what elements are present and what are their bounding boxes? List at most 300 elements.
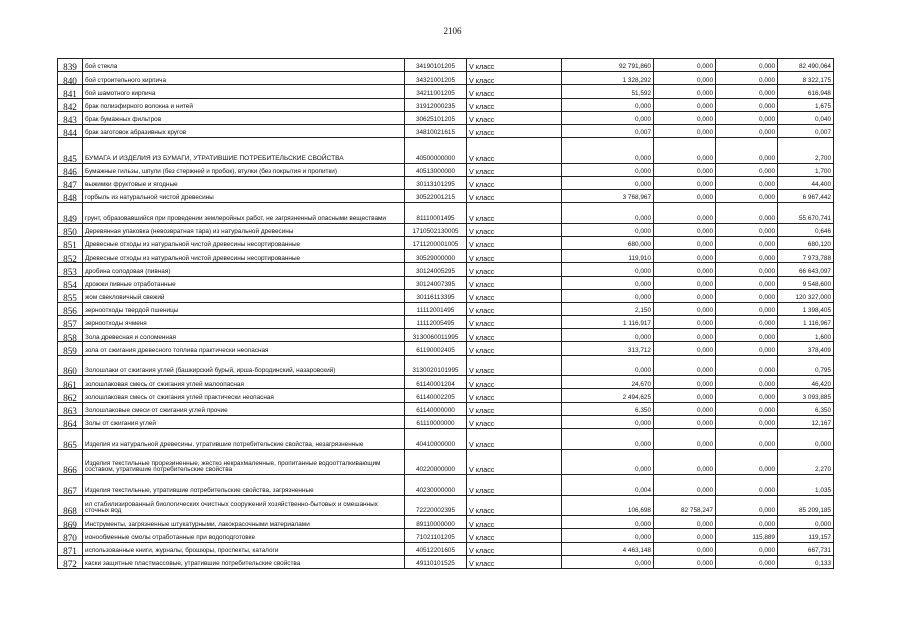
cell-n: 859 bbox=[58, 342, 83, 355]
cell-c2: 0,000 bbox=[654, 402, 716, 415]
cell-code: 61140000000 bbox=[405, 402, 467, 415]
cell-name: Древесные отходы из натуральной чистой древесины несортированные bbox=[83, 250, 405, 263]
cell-n: 864 bbox=[58, 415, 83, 428]
cell-n: 868 bbox=[58, 495, 83, 516]
cell-n: 843 bbox=[58, 111, 83, 124]
cell-c2: 0,000 bbox=[654, 389, 716, 402]
cell-cls: V класс bbox=[467, 72, 562, 85]
cell-c3: 0,000 bbox=[716, 176, 778, 189]
cell-c4: 0,000 bbox=[778, 516, 834, 529]
cell-c1: 2,150 bbox=[562, 302, 654, 315]
cell-c3: 0,000 bbox=[716, 263, 778, 276]
cell-c2: 0,000 bbox=[654, 124, 716, 137]
cell-cls: V класс bbox=[467, 176, 562, 189]
cell-c4: 55 670,741 bbox=[778, 203, 834, 224]
cell-name: зерноотходы ячменя bbox=[83, 316, 405, 329]
table-row bbox=[58, 376, 834, 389]
cell-c3: 0,000 bbox=[716, 516, 778, 529]
cell-code: 40220000000 bbox=[405, 449, 467, 475]
cell-c2: 0,000 bbox=[654, 529, 716, 542]
cell-cls: V класс bbox=[467, 389, 562, 402]
cell-n: 851 bbox=[58, 236, 83, 249]
cell-name: зерноотходы твердой пшеницы bbox=[83, 302, 405, 315]
cell-c4: 85 209,185 bbox=[778, 495, 834, 516]
cell-c2: 0,000 bbox=[654, 555, 716, 568]
cell-n: 853 bbox=[58, 263, 83, 276]
table-row bbox=[58, 329, 834, 342]
cell-c3: 0,000 bbox=[716, 276, 778, 289]
table-row bbox=[58, 263, 834, 276]
cell-c2: 0,000 bbox=[654, 85, 716, 98]
cell-cls: V класс bbox=[467, 138, 562, 164]
cell-c2: 0,000 bbox=[654, 542, 716, 555]
cell-name: золошлаковая смесь от сжигания углей практически неопасная bbox=[83, 389, 405, 402]
cell-code: 61110000000 bbox=[405, 415, 467, 428]
cell-n: 848 bbox=[58, 190, 83, 203]
cell-cls: V класс bbox=[467, 495, 562, 516]
cell-name: зола от сжигания древесного топлива практически неопасная bbox=[83, 342, 405, 355]
table-body bbox=[58, 59, 834, 569]
cell-c3: 0,000 bbox=[716, 138, 778, 164]
cell-cls: V класс bbox=[467, 555, 562, 568]
cell-name: бой строительного кирпича bbox=[83, 72, 405, 85]
cell-c4: 3 093,885 bbox=[778, 389, 834, 402]
cell-cls: V класс bbox=[467, 429, 562, 450]
cell-c2: 0,000 bbox=[654, 236, 716, 249]
cell-c2: 0,000 bbox=[654, 376, 716, 389]
cell-c4: 680,120 bbox=[778, 236, 834, 249]
cell-name: бой стекла bbox=[83, 59, 405, 72]
cell-name: Изделия из натуральной древесины, утратившие потребительские свойства, незагрязненные bbox=[83, 429, 405, 450]
cell-c4: 0,133 bbox=[778, 555, 834, 568]
cell-c1: 1 328,292 bbox=[562, 72, 654, 85]
table-row bbox=[58, 111, 834, 124]
cell-c1: 4 463,148 bbox=[562, 542, 654, 555]
cell-c3: 0,000 bbox=[716, 342, 778, 355]
cell-code: 11112001495 bbox=[405, 302, 467, 315]
cell-c1: 0,000 bbox=[562, 329, 654, 342]
cell-c2: 0,000 bbox=[654, 355, 716, 376]
table-row bbox=[58, 316, 834, 329]
cell-name: использованные книги, журналы, брошюры, проспекты, каталоги bbox=[83, 542, 405, 555]
cell-cls: V класс bbox=[467, 329, 562, 342]
cell-c4: 2,700 bbox=[778, 138, 834, 164]
cell-c3: 0,000 bbox=[716, 59, 778, 72]
cell-c2: 0,000 bbox=[654, 190, 716, 203]
cell-name: ионообменные смолы отработанные при водоподготовке bbox=[83, 529, 405, 542]
cell-n: 852 bbox=[58, 250, 83, 263]
cell-code: 40230000000 bbox=[405, 475, 467, 496]
cell-c3: 0,000 bbox=[716, 111, 778, 124]
table-row bbox=[58, 236, 834, 249]
table-row bbox=[58, 250, 834, 263]
cell-n: 856 bbox=[58, 302, 83, 315]
table-row bbox=[58, 342, 834, 355]
cell-c1: 106,698 bbox=[562, 495, 654, 516]
cell-code: 61190002405 bbox=[405, 342, 467, 355]
cell-c4: 378,409 bbox=[778, 342, 834, 355]
cell-c1: 0,000 bbox=[562, 516, 654, 529]
cell-c1: 0,000 bbox=[562, 355, 654, 376]
cell-c2: 82 758,247 bbox=[654, 495, 716, 516]
cell-c1: 0,000 bbox=[562, 529, 654, 542]
cell-code: 3130060011995 bbox=[405, 329, 467, 342]
cell-c1: 0,000 bbox=[562, 163, 654, 176]
cell-c1: 0,000 bbox=[562, 449, 654, 475]
table-row bbox=[58, 495, 834, 516]
cell-cls: V класс bbox=[467, 355, 562, 376]
cell-c3: 0,000 bbox=[716, 163, 778, 176]
cell-c4: 0,040 bbox=[778, 111, 834, 124]
cell-cls: V класс bbox=[467, 250, 562, 263]
table-row bbox=[58, 163, 834, 176]
cell-cls: V класс bbox=[467, 529, 562, 542]
cell-cls: V класс bbox=[467, 98, 562, 111]
table-row bbox=[58, 176, 834, 189]
cell-n: 861 bbox=[58, 376, 83, 389]
table-row bbox=[58, 542, 834, 555]
table-row bbox=[58, 124, 834, 137]
cell-c2: 0,000 bbox=[654, 449, 716, 475]
cell-c4: 6,350 bbox=[778, 402, 834, 415]
cell-c3: 0,000 bbox=[716, 85, 778, 98]
cell-c3: 0,000 bbox=[716, 203, 778, 224]
cell-c1: 0,000 bbox=[562, 263, 654, 276]
cell-n: 860 bbox=[58, 355, 83, 376]
table-row bbox=[58, 475, 834, 496]
cell-c1: 0,000 bbox=[562, 415, 654, 428]
table-row bbox=[58, 72, 834, 85]
cell-c3: 115,889 bbox=[716, 529, 778, 542]
table-row bbox=[58, 289, 834, 302]
cell-c3: 0,000 bbox=[716, 72, 778, 85]
cell-code: 40512201605 bbox=[405, 542, 467, 555]
cell-code: 34211001205 bbox=[405, 85, 467, 98]
cell-c1: 680,000 bbox=[562, 236, 654, 249]
cell-c3: 0,000 bbox=[716, 124, 778, 137]
cell-name: Золы от сжигания углей bbox=[83, 415, 405, 428]
cell-code: 71021101205 bbox=[405, 529, 467, 542]
cell-c2: 0,000 bbox=[654, 415, 716, 428]
table-row bbox=[58, 85, 834, 98]
cell-name: ил стабилизированный биологических очистных сооружений хозяйственно-бытовых и смешанных сточных вод bbox=[83, 495, 405, 516]
cell-n: 870 bbox=[58, 529, 83, 542]
cell-c2: 0,000 bbox=[654, 111, 716, 124]
table-row bbox=[58, 415, 834, 428]
table-row bbox=[58, 389, 834, 402]
cell-n: 863 bbox=[58, 402, 83, 415]
cell-code: 49110101525 bbox=[405, 555, 467, 568]
cell-c2: 0,000 bbox=[654, 98, 716, 111]
cell-c3: 0,000 bbox=[716, 223, 778, 236]
cell-name: Изделия текстильные, утратившие потребительские свойства, загрязненные bbox=[83, 475, 405, 496]
cell-c4: 8 322,175 bbox=[778, 72, 834, 85]
cell-c3: 0,000 bbox=[716, 250, 778, 263]
cell-c1: 24,670 bbox=[562, 376, 654, 389]
cell-c4: 0,000 bbox=[778, 429, 834, 450]
cell-c1: 1 116,917 bbox=[562, 316, 654, 329]
cell-name: жом свекловичный свежий bbox=[83, 289, 405, 302]
cell-name: Изделия текстильные прорезиненные, жестко некрахмаленные, пропитанные водоотталкивающим составом, утратившие потребительские свойства bbox=[83, 449, 405, 475]
cell-n: 857 bbox=[58, 316, 83, 329]
cell-c2: 0,000 bbox=[654, 289, 716, 302]
cell-c3: 0,000 bbox=[716, 302, 778, 315]
table-row bbox=[58, 402, 834, 415]
cell-cls: V класс bbox=[467, 415, 562, 428]
cell-c2: 0,000 bbox=[654, 329, 716, 342]
cell-c4: 6 967,442 bbox=[778, 190, 834, 203]
cell-c1: 51,592 bbox=[562, 85, 654, 98]
cell-c1: 119,910 bbox=[562, 250, 654, 263]
cell-c1: 0,000 bbox=[562, 223, 654, 236]
cell-name: Инструменты, загрязненные штукатурными, лакокрасочными материалами bbox=[83, 516, 405, 529]
cell-cls: V класс bbox=[467, 223, 562, 236]
table-row bbox=[58, 429, 834, 450]
cell-code: 40410000000 bbox=[405, 429, 467, 450]
cell-cls: V класс bbox=[467, 263, 562, 276]
cell-c3: 0,000 bbox=[716, 542, 778, 555]
cell-cls: V класс bbox=[467, 475, 562, 496]
cell-c3: 0,000 bbox=[716, 429, 778, 450]
cell-name: Деревянная упаковка (невозвратная тара) из натуральной древесины bbox=[83, 223, 405, 236]
cell-n: 872 bbox=[58, 555, 83, 568]
cell-cls: V класс bbox=[467, 59, 562, 72]
cell-cls: V класс bbox=[467, 190, 562, 203]
cell-c1: 0,000 bbox=[562, 111, 654, 124]
cell-cls: V класс bbox=[467, 516, 562, 529]
cell-code: 30529000000 bbox=[405, 250, 467, 263]
cell-c1: 6,350 bbox=[562, 402, 654, 415]
cell-c4: 667,731 bbox=[778, 542, 834, 555]
cell-c1: 2 494,625 bbox=[562, 389, 654, 402]
cell-c4: 82 490,064 bbox=[778, 59, 834, 72]
cell-c2: 0,000 bbox=[654, 176, 716, 189]
cell-cls: V класс bbox=[467, 85, 562, 98]
cell-n: 839 bbox=[58, 59, 83, 72]
cell-code: 11112005495 bbox=[405, 316, 467, 329]
cell-n: 862 bbox=[58, 389, 83, 402]
cell-code: 3130020101995 bbox=[405, 355, 467, 376]
cell-c3: 0,000 bbox=[716, 449, 778, 475]
waste-table bbox=[57, 58, 834, 569]
cell-code: 34190101205 bbox=[405, 59, 467, 72]
cell-name: дрожжи пивные отработанные bbox=[83, 276, 405, 289]
cell-code: 81110001495 bbox=[405, 203, 467, 224]
cell-c2: 0,000 bbox=[654, 223, 716, 236]
cell-cls: V класс bbox=[467, 163, 562, 176]
table-row bbox=[58, 223, 834, 236]
cell-c2: 0,000 bbox=[654, 475, 716, 496]
cell-name: выжимки фруктовые и ягодные bbox=[83, 176, 405, 189]
table-row bbox=[58, 529, 834, 542]
cell-n: 845 bbox=[58, 138, 83, 164]
cell-c4: 0,007 bbox=[778, 124, 834, 137]
cell-c3: 0,000 bbox=[716, 289, 778, 302]
cell-c2: 0,000 bbox=[654, 59, 716, 72]
cell-n: 867 bbox=[58, 475, 83, 496]
cell-c4: 1 398,405 bbox=[778, 302, 834, 315]
cell-cls: V класс bbox=[467, 376, 562, 389]
table-row bbox=[58, 276, 834, 289]
cell-c3: 0,000 bbox=[716, 402, 778, 415]
table-row bbox=[58, 355, 834, 376]
cell-n: 850 bbox=[58, 223, 83, 236]
cell-name: брак бумажных фильтров bbox=[83, 111, 405, 124]
cell-c1: 0,004 bbox=[562, 475, 654, 496]
cell-c4: 1 116,967 bbox=[778, 316, 834, 329]
cell-c4: 1,035 bbox=[778, 475, 834, 496]
cell-c3: 0,000 bbox=[716, 475, 778, 496]
cell-name: горбыль из натуральной чистой древесины bbox=[83, 190, 405, 203]
cell-c2: 0,000 bbox=[654, 263, 716, 276]
cell-c1: 0,000 bbox=[562, 555, 654, 568]
cell-c2: 0,000 bbox=[654, 203, 716, 224]
cell-c2: 0,000 bbox=[654, 250, 716, 263]
cell-n: 866 bbox=[58, 449, 83, 475]
cell-code: 30124007395 bbox=[405, 276, 467, 289]
cell-c1: 0,000 bbox=[562, 203, 654, 224]
cell-c2: 0,000 bbox=[654, 72, 716, 85]
cell-c4: 1,675 bbox=[778, 98, 834, 111]
cell-c2: 0,000 bbox=[654, 276, 716, 289]
cell-c1: 0,000 bbox=[562, 289, 654, 302]
cell-c4: 1,700 bbox=[778, 163, 834, 176]
cell-c4: 2,270 bbox=[778, 449, 834, 475]
cell-n: 865 bbox=[58, 429, 83, 450]
cell-c2: 0,000 bbox=[654, 316, 716, 329]
cell-code: 30113101295 bbox=[405, 176, 467, 189]
cell-c2: 0,000 bbox=[654, 163, 716, 176]
cell-name: Золошлаки от сжигания углей (башкирский бурый, ирша-бородинский, назаровский) bbox=[83, 355, 405, 376]
cell-c4: 9 548,600 bbox=[778, 276, 834, 289]
cell-code: 30522001215 bbox=[405, 190, 467, 203]
cell-c1: 3 768,967 bbox=[562, 190, 654, 203]
cell-cls: V класс bbox=[467, 402, 562, 415]
cell-name: грунт, образовавшийся при проведении землеройных работ, не загрязненный опасными веществами bbox=[83, 203, 405, 224]
cell-n: 841 bbox=[58, 85, 83, 98]
cell-c4: 0,795 bbox=[778, 355, 834, 376]
cell-c4: 44,400 bbox=[778, 176, 834, 189]
cell-cls: V класс bbox=[467, 342, 562, 355]
page-number: 2106 bbox=[443, 26, 462, 36]
cell-name: золошлаковая смесь от сжигания углей малоопасная bbox=[83, 376, 405, 389]
cell-cls: V класс bbox=[467, 289, 562, 302]
cell-code: 89110000000 bbox=[405, 516, 467, 529]
cell-n: 844 bbox=[58, 124, 83, 137]
cell-n: 869 bbox=[58, 516, 83, 529]
cell-c3: 0,000 bbox=[716, 329, 778, 342]
cell-c3: 0,000 bbox=[716, 316, 778, 329]
cell-name: Бумажные гильзы, шпули (без стержней и пробок), втулки (без покрытия и пропитки) bbox=[83, 163, 405, 176]
cell-c3: 0,000 bbox=[716, 236, 778, 249]
cell-c4: 120 327,000 bbox=[778, 289, 834, 302]
cell-c3: 0,000 bbox=[716, 190, 778, 203]
cell-c4: 0,646 bbox=[778, 223, 834, 236]
cell-n: 842 bbox=[58, 98, 83, 111]
cell-code: 30124005295 bbox=[405, 263, 467, 276]
cell-c3: 0,000 bbox=[716, 389, 778, 402]
cell-code: 40513000000 bbox=[405, 163, 467, 176]
cell-c2: 0,000 bbox=[654, 302, 716, 315]
cell-name: бой шамотного кирпича bbox=[83, 85, 405, 98]
cell-name: брак полиэфирного волокна и нитей bbox=[83, 98, 405, 111]
cell-c2: 0,000 bbox=[654, 516, 716, 529]
table-row bbox=[58, 190, 834, 203]
table-row bbox=[58, 516, 834, 529]
cell-name: Золошлаковые смеси от сжигания углей прочие bbox=[83, 402, 405, 415]
cell-code: 72220002395 bbox=[405, 495, 467, 516]
cell-c1: 0,000 bbox=[562, 138, 654, 164]
table-row bbox=[58, 59, 834, 72]
cell-c1: 92 791,860 bbox=[562, 59, 654, 72]
cell-c1: 0,000 bbox=[562, 98, 654, 111]
cell-cls: V класс bbox=[467, 236, 562, 249]
cell-code: 1711200001005 bbox=[405, 236, 467, 249]
cell-code: 61140002205 bbox=[405, 389, 467, 402]
cell-name: БУМАГА И ИЗДЕЛИЯ ИЗ БУМАГИ, УТРАТИВШИЕ ПОТРЕБИТЕЛЬСКИЕ СВОЙСТВА bbox=[83, 138, 405, 164]
cell-name: Древесные отходы из натуральной чистой древесины несортированные bbox=[83, 236, 405, 249]
cell-code: 30625101205 bbox=[405, 111, 467, 124]
cell-n: 854 bbox=[58, 276, 83, 289]
cell-cls: V класс bbox=[467, 276, 562, 289]
cell-code: 30116113395 bbox=[405, 289, 467, 302]
cell-n: 858 bbox=[58, 329, 83, 342]
cell-code: 34321001205 bbox=[405, 72, 467, 85]
cell-code: 1710502130005 bbox=[405, 223, 467, 236]
table-row bbox=[58, 138, 834, 164]
cell-n: 840 bbox=[58, 72, 83, 85]
table-row bbox=[58, 449, 834, 475]
cell-name: каски защитные пластмассовые, утратившие потребительские свойства bbox=[83, 555, 405, 568]
cell-code: 31912000235 bbox=[405, 98, 467, 111]
cell-c2: 0,000 bbox=[654, 429, 716, 450]
cell-name: дробина солодовая (пивная) bbox=[83, 263, 405, 276]
cell-n: 846 bbox=[58, 163, 83, 176]
cell-n: 855 bbox=[58, 289, 83, 302]
cell-cls: V класс bbox=[467, 316, 562, 329]
table-row bbox=[58, 98, 834, 111]
cell-c1: 313,712 bbox=[562, 342, 654, 355]
cell-cls: V класс bbox=[467, 302, 562, 315]
table-row bbox=[58, 555, 834, 568]
cell-n: 847 bbox=[58, 176, 83, 189]
cell-n: 849 bbox=[58, 203, 83, 224]
cell-c3: 0,000 bbox=[716, 355, 778, 376]
cell-c4: 7 973,788 bbox=[778, 250, 834, 263]
cell-c4: 46,420 bbox=[778, 376, 834, 389]
cell-code: 34810021615 bbox=[405, 124, 467, 137]
cell-c3: 0,000 bbox=[716, 415, 778, 428]
cell-n: 871 bbox=[58, 542, 83, 555]
cell-c4: 1,600 bbox=[778, 329, 834, 342]
cell-code: 40500000000 bbox=[405, 138, 467, 164]
cell-c4: 616,948 bbox=[778, 85, 834, 98]
cell-c4: 66 643,097 bbox=[778, 263, 834, 276]
cell-cls: V класс bbox=[467, 542, 562, 555]
cell-name: Зола древесная и соломенная bbox=[83, 329, 405, 342]
cell-name: брак заготовок абразивных кругов bbox=[83, 124, 405, 137]
cell-c2: 0,000 bbox=[654, 138, 716, 164]
cell-c3: 0,000 bbox=[716, 376, 778, 389]
cell-cls: V класс bbox=[467, 449, 562, 475]
cell-c4: 12,167 bbox=[778, 415, 834, 428]
cell-c3: 0,000 bbox=[716, 495, 778, 516]
cell-cls: V класс bbox=[467, 124, 562, 137]
cell-c1: 0,007 bbox=[562, 124, 654, 137]
cell-cls: V класс bbox=[467, 111, 562, 124]
cell-c3: 0,000 bbox=[716, 555, 778, 568]
cell-c1: 0,000 bbox=[562, 276, 654, 289]
